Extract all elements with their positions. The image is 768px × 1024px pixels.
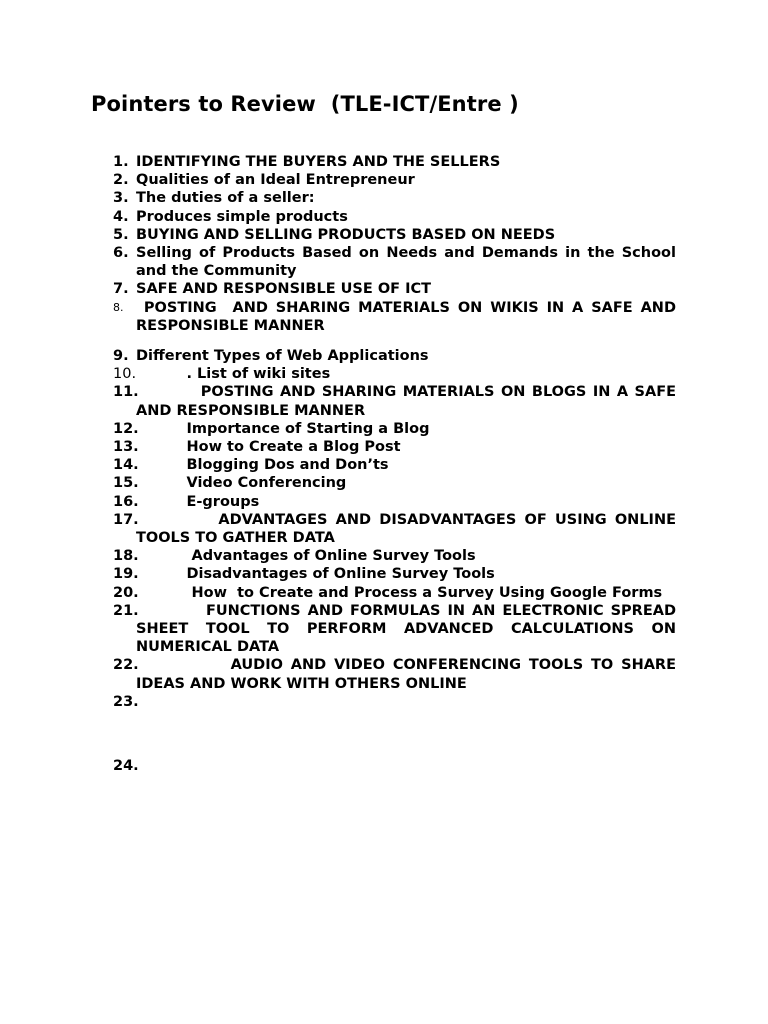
list-item xyxy=(113,420,676,438)
item-text: SAFE AND RESPONSIBLE USE OF ICT xyxy=(136,281,432,298)
list-item xyxy=(113,565,676,583)
item-text: Advantages of Online Survey Tools xyxy=(136,548,476,565)
list-item xyxy=(113,171,676,189)
item-text: The duties of a seller: xyxy=(136,190,315,207)
list-item xyxy=(113,602,682,657)
item-text: ADVANTAGES AND DISADVANTAGES OF USING ONLINE TOOLS TO GATHER DATA xyxy=(136,511,682,547)
list-item xyxy=(113,208,676,226)
item-text: Importance of Starting a Blog xyxy=(136,420,430,437)
item-number: 4. xyxy=(113,208,129,225)
item-number: 5. xyxy=(113,226,129,243)
item-number: 10. xyxy=(113,366,137,383)
item-number: 1. xyxy=(113,154,129,170)
item-number: 23. xyxy=(113,693,139,710)
item-text: IDENTIFYING THE BUYERS AND THE SELLERS xyxy=(136,154,501,170)
item-text: Video Conferencing xyxy=(136,475,347,492)
list-item xyxy=(113,383,682,419)
list-item xyxy=(113,474,676,492)
item-number: 16. xyxy=(113,493,139,510)
item-text: Produces simple products xyxy=(136,208,348,225)
item-number: 19. xyxy=(113,566,139,583)
list-item xyxy=(113,656,682,692)
item-text: AUDIO AND VIDEO CONFERENCING TOOLS TO SHARE IDEAS AND WORK WITH OTHERS ONLINE xyxy=(136,657,682,692)
item-number: 17. xyxy=(113,511,139,528)
list-item xyxy=(113,757,676,775)
item-text: How to Create a Blog Post xyxy=(136,439,401,456)
item-text: BUYING AND SELLING PRODUCTS BASED ON NEEDS xyxy=(136,226,556,243)
item-text: . List of wiki sites xyxy=(136,366,331,383)
list-item xyxy=(113,280,676,298)
item-text: Blogging Dos and Don’ts xyxy=(136,457,389,474)
item-number: 12. xyxy=(113,420,139,437)
item-number: 14. xyxy=(113,457,139,474)
list-item xyxy=(113,226,676,244)
item-text: Disadvantages of Online Survey Tools xyxy=(136,566,495,583)
item-number: 6. xyxy=(113,245,129,262)
list-item xyxy=(113,365,676,383)
item-number: 13. xyxy=(113,439,139,456)
item-text: Qualities of an Ideal Entrepreneur xyxy=(136,172,415,189)
list-item xyxy=(113,189,676,207)
item-text: FUNCTIONS AND FORMULAS IN AN ELECTRONIC SPREAD SHEET TOOL TO PERFORM ADVANCED CALCULATIONS ON NUMERICAL DATA xyxy=(136,602,682,656)
item-text: POSTING AND SHARING MATERIALS ON WIKIS IN A SAFE AND RESPONSIBLE MANNER xyxy=(136,299,682,334)
item-number: 21. xyxy=(113,602,139,619)
item-text: POSTING AND SHARING MATERIALS ON BLOGS IN A SAFE AND RESPONSIBLE MANNER xyxy=(136,384,682,419)
item-number: 15. xyxy=(113,475,139,492)
page-title: Pointers to Review (TLE-ICT/Entre ) xyxy=(91,92,519,116)
list-item xyxy=(113,438,676,456)
item-number: 8. xyxy=(113,300,124,314)
item-number: 3. xyxy=(113,190,129,207)
list-item xyxy=(113,547,676,565)
item-text: How to Create and Process a Survey Using Google Forms xyxy=(136,584,663,601)
list-item xyxy=(113,584,676,602)
item-text: Selling of Products Based on Needs and Demands in the School and the Community xyxy=(136,245,682,280)
item-text: Different Types of Web Applications xyxy=(136,348,429,365)
item-number: 2. xyxy=(113,172,129,189)
item-text: E-groups xyxy=(136,493,260,510)
item-number: 7. xyxy=(113,281,129,298)
list-item xyxy=(113,244,682,280)
list-item xyxy=(113,153,676,171)
item-number: 22. xyxy=(113,657,139,674)
list-item xyxy=(113,347,676,365)
list-item xyxy=(113,511,682,547)
list-item xyxy=(113,693,676,711)
item-number: 18. xyxy=(113,548,139,565)
item-number: 20. xyxy=(113,584,139,601)
list-item xyxy=(113,493,676,511)
review-list xyxy=(113,153,682,775)
list-item xyxy=(113,299,682,335)
item-number: 24. xyxy=(113,758,139,775)
item-number: 9. xyxy=(113,348,129,365)
item-number: 11. xyxy=(113,384,139,401)
list-item xyxy=(113,456,676,474)
